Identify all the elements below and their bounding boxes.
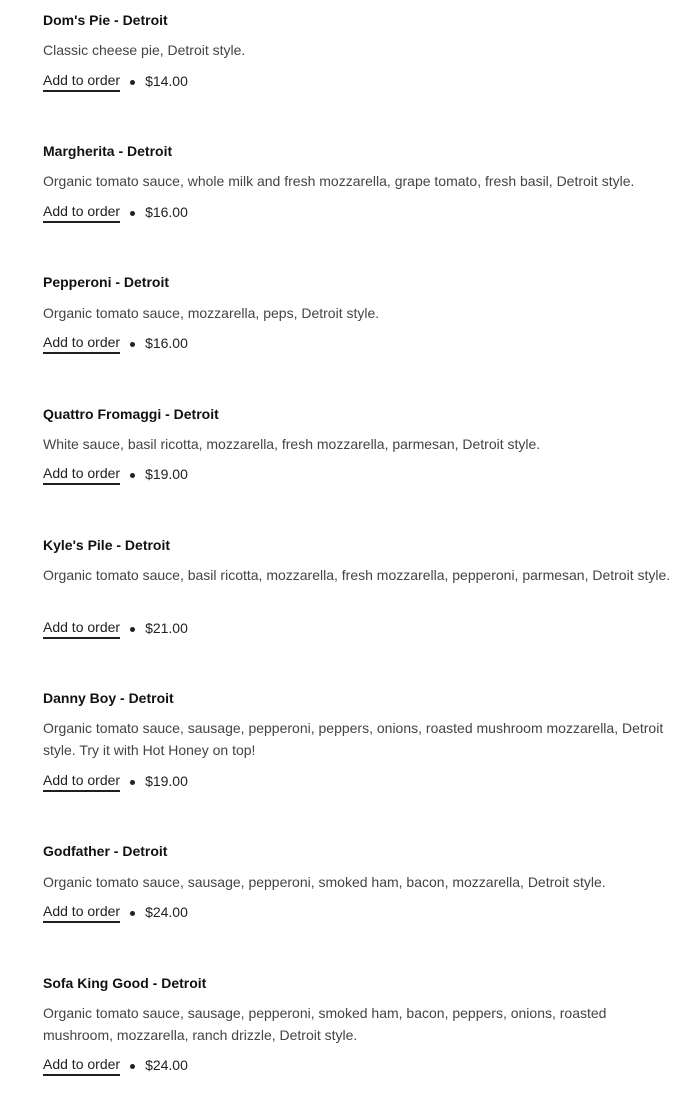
item-price: $16.00 [145, 335, 188, 351]
add-to-order-button[interactable]: Add to order [43, 71, 120, 92]
order-row [43, 462, 188, 486]
item-name: Sofa King Good - Detroit [43, 975, 207, 991]
item-description: Organic tomato sauce, basil ricotta, mozzarella, fresh mozzarella, pepperoni, parmesan, Detroit style. [43, 567, 671, 583]
item-description: Organic tomato sauce, mozzarella, peps, Detroit style. [43, 305, 380, 321]
item-description: Organic tomato sauce, sausage, pepperoni, peppers, onions, roasted mushroom mozzarella, Detroit style. Try it with Hot Honey on top! [43, 720, 664, 758]
add-to-order-button[interactable]: Add to order [43, 618, 120, 639]
separator-dot [130, 911, 135, 916]
item-name: Pepperoni - Detroit [43, 274, 170, 290]
item-price: $14.00 [145, 73, 188, 89]
item-description: White sauce, basil ricotta, mozzarella, fresh mozzarella, parmesan, Detroit style. [43, 436, 541, 452]
item-description: Organic tomato sauce, whole milk and fresh mozzarella, grape tomato, fresh basil, Detroit style. [43, 173, 635, 189]
order-row [43, 1053, 188, 1077]
order-row [43, 616, 188, 640]
separator-dot [130, 80, 135, 85]
add-to-order-button[interactable]: Add to order [43, 333, 120, 354]
item-price: $19.00 [145, 773, 188, 789]
item-description: Organic tomato sauce, sausage, pepperoni, smoked ham, bacon, mozzarella, Detroit style. [43, 874, 606, 890]
item-name: Godfather - Detroit [43, 843, 168, 859]
item-price: $21.00 [145, 620, 188, 636]
order-row [43, 331, 188, 355]
separator-dot [130, 211, 135, 216]
add-to-order-button[interactable]: Add to order [43, 771, 120, 792]
add-to-order-button[interactable]: Add to order [43, 202, 120, 223]
item-name: Quattro Fromaggi - Detroit [43, 406, 219, 422]
separator-dot [130, 473, 135, 478]
item-name: Margherita - Detroit [43, 143, 173, 159]
item-price: $19.00 [145, 466, 188, 482]
order-row [43, 900, 188, 924]
separator-dot [130, 627, 135, 632]
order-row [43, 200, 188, 224]
separator-dot [130, 780, 135, 785]
order-row [43, 69, 188, 93]
item-price: $24.00 [145, 1057, 188, 1073]
item-name: Dom's Pie - Detroit [43, 12, 168, 28]
item-description: Classic cheese pie, Detroit style. [43, 42, 246, 58]
item-name: Kyle's Pile - Detroit [43, 537, 171, 553]
add-to-order-button[interactable]: Add to order [43, 1055, 120, 1076]
separator-dot [130, 342, 135, 347]
separator-dot [130, 1064, 135, 1069]
item-price: $16.00 [145, 204, 188, 220]
add-to-order-button[interactable]: Add to order [43, 902, 120, 923]
item-name: Danny Boy - Detroit [43, 690, 174, 706]
item-price: $24.00 [145, 904, 188, 920]
item-description: Organic tomato sauce, sausage, pepperoni, smoked ham, bacon, peppers, onions, roasted mushroom, mozzarella, ranch drizzle, Detroit style. [43, 1005, 607, 1043]
order-row [43, 769, 188, 793]
add-to-order-button[interactable]: Add to order [43, 464, 120, 485]
